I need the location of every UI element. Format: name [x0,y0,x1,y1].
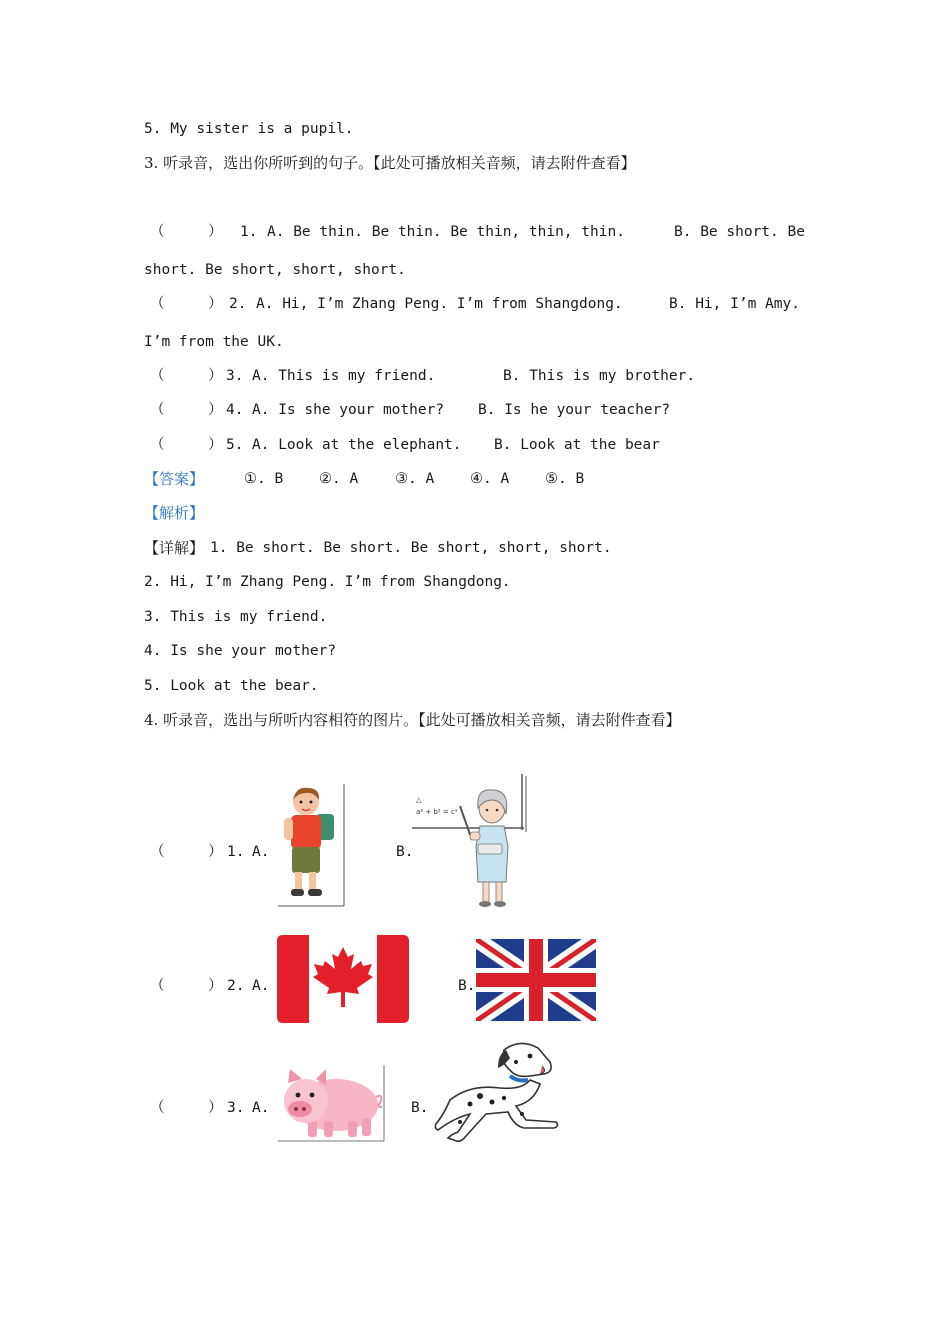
detail-line-5: 5. Look at the bear. [144,678,319,694]
q3-item4-option-a: A. Is she your mother? [252,402,445,418]
boy-with-backpack-image [276,784,346,908]
detail-label: 【详解】 [144,539,205,557]
q4-row1-paren: （ ） [150,844,223,860]
q4-heading: 4. 听录音，选出与所听内容相符的图片。【此处可播放相关音频，请去附件查看】 [144,711,681,729]
q4-row1-b-label: B. [396,844,414,860]
q3-heading: 3. 听录音，选出你所听到的句子。【此处可播放相关音频，请去附件查看】 [144,154,636,172]
q4-row1-num: 1. [227,844,245,860]
svg-text:△: △ [416,796,422,804]
q3-item4-paren: （ ） [150,402,223,418]
answer-1: ①. B [244,471,284,487]
board-formula: a² + b² = c² [416,808,458,816]
q3-item5-option-a: A. Look at the elephant. [252,437,462,453]
q4-row3-a-label: A. [252,1100,270,1116]
q3-item4-num: 4. [226,402,244,418]
q4-row2-num: 2. [227,978,245,994]
detail-line-4: 4. Is she your mother? [144,643,337,659]
answer-label: 【答案】 [144,470,205,488]
canada-flag-image [277,935,409,1023]
q3-item2-num: 2. [229,296,247,312]
q3-item1-continuation: short. Be short, short, short. [144,262,406,278]
dalmatian-dog-image [430,1040,564,1146]
q3-item3-num: 3. [226,368,244,384]
answer-4: ④. A [470,471,510,487]
q3-item1-option-a: A. Be thin. Be thin. Be thin, thin, thin. [267,224,625,240]
q3-item3-paren: （ ） [150,368,223,384]
q4-row3-num: 3. [227,1100,245,1116]
detail-line-3: 3. This is my friend. [144,609,328,625]
q3-item2-paren: （ ） [150,296,223,312]
q4-row2-paren: （ ） [150,978,223,994]
answer-3: ③. A [395,471,435,487]
q3-item3-option-a: A. This is my friend. [252,368,436,384]
q3-item5-paren: （ ） [150,437,223,453]
detail-line-2: 2. Hi, I’m Zhang Peng. I’m from Shangdong. [144,574,511,590]
q4-row2-b-label: B. [458,978,476,994]
detail-line-1: 1. Be short. Be short. Be short, short, short. [210,540,612,556]
q3-item2-continuation: I’m from the UK. [144,334,284,350]
q3-item1-num: 1. [240,224,258,240]
q4-row3-paren: （ ） [150,1100,223,1116]
q3-item2-option-a: A. Hi, I’m Zhang Peng. I’m from Shangdong. [256,296,623,312]
q3-item1-paren: （ ） [150,224,223,240]
q4-row2-a-label: A. [252,978,270,994]
q3-item1-option-b: B. Be short. Be [674,224,805,240]
q3-item5-option-b: B. Look at the bear [494,437,660,453]
answer-2: ②. A [319,471,359,487]
teacher-at-blackboard-image [410,774,530,910]
answer-5: ⑤. B [545,471,585,487]
q3-item4-option-b: B. Is he your teacher? [478,402,671,418]
uk-flag-image [476,939,596,1021]
pig-image [276,1063,386,1143]
q3-item5-num: 5. [226,437,244,453]
q4-row1-a-label: A. [252,844,270,860]
prev-answer-line: 5. My sister is a pupil. [144,121,354,137]
q4-row3-b-label: B. [411,1100,429,1116]
q3-item2-option-b: B. Hi, I’m Amy. [669,296,800,312]
analysis-label: 【解析】 [144,504,205,522]
q3-item3-option-b: B. This is my brother. [503,368,696,384]
